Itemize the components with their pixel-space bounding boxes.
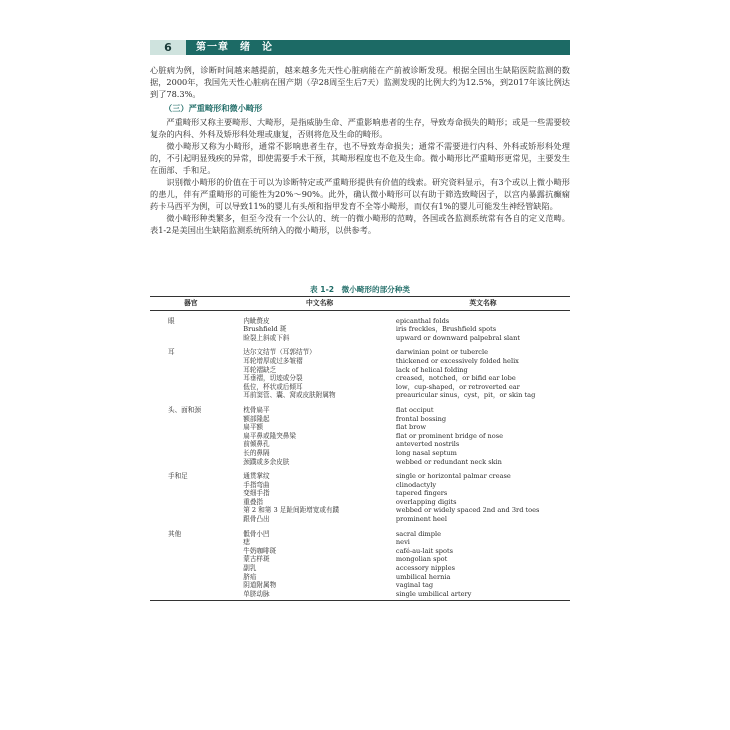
chinese-name: 耳前窦管、囊、窝或皮肤附属物 (243, 391, 336, 400)
chinese-name: 重叠指 (243, 497, 264, 506)
page-number: 6 (150, 40, 186, 55)
table-row (150, 400, 570, 466)
english-name-cell (396, 342, 570, 400)
chinese-name: 手指弯曲 (243, 480, 270, 489)
running-header (150, 40, 570, 55)
english-name: single or horizontal palmar crease (395, 472, 511, 481)
english-name: low，cup-shaped，or retroverted ear (395, 382, 520, 391)
table-header-row (150, 297, 570, 311)
chinese-name-cell (243, 400, 396, 466)
english-name: prominent heel (395, 515, 447, 524)
chinese-name: 枕骨扁平 (243, 405, 270, 414)
minor-anomalies-table (150, 296, 570, 601)
english-name: sacral dimple (395, 529, 442, 538)
english-name: overlapping digits (395, 497, 457, 506)
col-header-english: 英文名称 (396, 297, 570, 311)
chinese-name: 达尔文结节（耳郭结节） (243, 348, 316, 357)
english-name: lack of helical folding (395, 365, 468, 374)
english-name: anteverted nostrils (395, 440, 460, 449)
chinese-name: 长的鼻隔 (243, 448, 270, 457)
table-row (150, 524, 570, 601)
english-name: iris freckles，Brushfield spots (395, 325, 497, 334)
chinese-name-cell (243, 310, 396, 342)
english-name-cell (396, 466, 570, 524)
chinese-name: 内眦赘皮 (243, 316, 270, 325)
english-name: single umbilical artery (395, 589, 472, 598)
organ-cell: 其他 (150, 524, 243, 601)
english-name: umbilical hernia (395, 572, 451, 581)
col-header-chinese: 中文名称 (243, 297, 396, 311)
chinese-name: 耳轮褶缺乏 (243, 365, 277, 374)
english-name: flat occiput (395, 405, 434, 414)
organ-cell: 手和足 (168, 472, 188, 481)
english-name: accessory nipples (395, 564, 456, 573)
english-name-cell (396, 310, 570, 342)
table-row (150, 466, 570, 524)
chinese-name: 耳垂褶，切迹或分裂 (243, 374, 303, 383)
english-name: preauricular sinus，cyst，pit，or skin tag (395, 391, 536, 400)
english-name: creased，notched，or bifid ear lobe (395, 374, 516, 383)
chinese-name: 变细手指 (243, 489, 270, 498)
english-name: flat or prominent bridge of nose (395, 431, 503, 440)
chinese-name-cell (243, 342, 396, 400)
chinese-name: 前倾鼻孔 (243, 440, 270, 449)
chinese-name: 蒙古样斑 (243, 555, 270, 564)
chinese-name: 通贯掌纹 (243, 472, 270, 481)
chinese-name: 第 2 和第 3 足趾间距增宽或有蹼 (243, 506, 340, 515)
chinese-name: 骶骨小凹 (243, 529, 270, 538)
english-name: upward or downward palpebral slant (395, 333, 520, 342)
chinese-name: 痣 (243, 538, 250, 547)
table-row (150, 310, 570, 342)
english-name: thickened or excessively folded helix (395, 356, 519, 365)
organ-cell: 眼 (168, 316, 175, 325)
english-name: vaginal tag (395, 581, 434, 590)
english-name: webbed or widely spaced 2nd and 3rd toes (395, 506, 540, 515)
chinese-name: Brushfield 斑 (243, 325, 287, 334)
paragraph-5: 微小畸形种类繁多，但至今没有一个公认的、统一的微小畸形的范畴，各国或各监测系统常有各自的定义范畴。表1-2是美国出生缺陷监测系统所纳入的微小畸形，以供参考。 (150, 213, 570, 235)
chinese-name: 额部隆起 (243, 414, 270, 423)
english-name: café-au-lait spots (395, 546, 454, 555)
english-name-cell (396, 524, 570, 601)
chinese-name: 颈蹼或多余皮肤 (243, 457, 290, 466)
english-name: webbed or redundant neck skin (395, 457, 502, 466)
chinese-name: 阴道附属物 (243, 581, 277, 590)
paragraph-4: 识别微小畸形的价值在于可以为诊断特定或严重畸形提供有价值的线索。研究资料显示，有3个或以上微小畸形的患儿，伴有严重畸形的可能性为20%～90%。此外，确认微小畸形可以有助于筛选致畸因子，以宫内暴露抗癫痫药卡马西平为例，可以导致11%的婴儿有头颅和指甲发育不全等小畸形，而仅有1%的婴儿可能发生神经管缺陷。 (150, 177, 570, 211)
chapter-title: 第一章 绪 论 (196, 42, 273, 53)
chapter-bar (186, 40, 570, 55)
english-name-cell (396, 400, 570, 466)
english-name: long nasal septum (395, 448, 457, 457)
chinese-name: 牛奶咖啡斑 (243, 546, 277, 555)
chinese-name: 扁平额 (243, 423, 264, 432)
chinese-name: 单脐动脉 (243, 589, 270, 598)
chinese-name: 扁平鼻或隆突鼻梁 (243, 431, 296, 440)
chinese-name: 副乳 (243, 564, 257, 573)
section-heading: （三）严重畸形和微小畸形 (164, 103, 263, 113)
chinese-name: 睑裂上斜或下斜 (243, 333, 290, 342)
english-name: flat brow (395, 423, 426, 432)
organ-cell: 头、面和颈 (168, 405, 201, 414)
table-body (150, 310, 570, 601)
paragraph-1: 心脏病为例，诊断时间越来越提前，越来越多先天性心脏病能在产前被诊断发现。根据全国出生缺陷医院监测的数据，2000年，我国先天性心脏病在围产期（孕28周至生后7天）监测发现的比例大约为12.5%，到2017年该比例达到了78.3%。 (150, 65, 570, 99)
english-name: mongolian spot (395, 555, 448, 564)
chinese-name: 低位，杯状或后倾耳 (243, 382, 303, 391)
paragraph-3: 微小畸形又称为小畸形，通常不影响患者生存，也不导致寿命损失；通常不需要进行内科、外科或矫形科处理的，不引起明显残疾的异常，即使需要手术干预，其畸形程度也不危及生命。微小畸形比严重畸形更常见，主要发生在面部、手和足。 (150, 141, 570, 175)
chinese-name: 跟骨凸出 (243, 515, 270, 524)
chinese-name-cell (243, 524, 396, 601)
english-name: frontal bossing (395, 414, 447, 423)
body-text (150, 64, 570, 236)
english-name: nevi (395, 538, 410, 547)
english-name: darwinian point or tubercle (395, 348, 488, 357)
col-header-organ: 器官 (150, 297, 243, 311)
chinese-name: 脐疝 (243, 572, 257, 581)
table-caption: 表 1-2 微小畸形的部分种类 (310, 285, 410, 294)
english-name: tapered fingers (395, 489, 448, 498)
english-name: clinodactyly (395, 480, 437, 489)
english-name: epicanthal folds (395, 316, 450, 325)
chinese-name: 耳轮增厚或过多皱褶 (243, 356, 303, 365)
paragraph-2: 严重畸形又称主要畸形、大畸形，是指威胁生命、严重影响患者的生存，导致寿命损失的畸形；或是一些需要较复杂的内科、外科及矫形科处理或康复，否则将危及生命的畸形。 (150, 117, 570, 139)
chinese-name-cell (243, 466, 396, 524)
table-row (150, 342, 570, 400)
organ-cell: 耳 (168, 348, 175, 357)
